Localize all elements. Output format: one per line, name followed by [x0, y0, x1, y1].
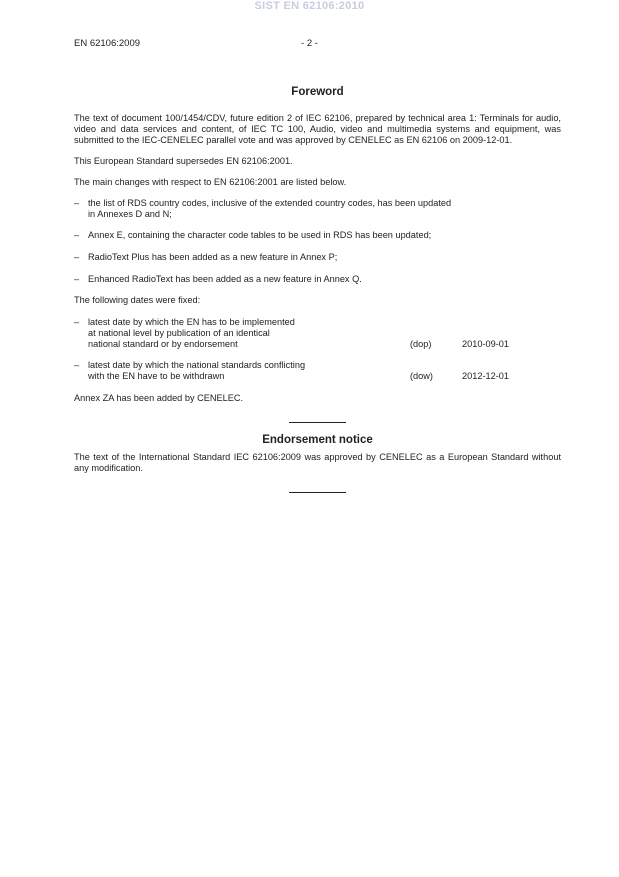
- date-value: 2012-12-01: [462, 371, 509, 381]
- change-item: [74, 274, 561, 285]
- annex-note: Annex ZA has been added by CENELEC.: [74, 393, 244, 403]
- foreword-title: Foreword: [291, 86, 344, 98]
- change-item: [74, 198, 561, 220]
- change-item-line: Annex E, containing the character code tables to be used in RDS has been updated;: [88, 230, 432, 240]
- date-item-dow: [74, 360, 561, 382]
- date-item-line: latest date by which the national standards conflicting: [88, 360, 306, 370]
- header-page-number: - 2 -: [301, 38, 318, 49]
- change-item-line: the list of RDS country codes, inclusive of the extended country codes, has been updated: [88, 198, 452, 208]
- date-item-line: latest date by which the EN has to be implemented: [88, 317, 295, 327]
- section-divider: [289, 492, 346, 493]
- dash-bullet: –: [74, 230, 80, 240]
- dash-bullet: –: [74, 198, 80, 208]
- change-item-line: in Annexes D and N;: [88, 209, 172, 219]
- date-item-dop: [74, 317, 561, 350]
- endorsement-title: Endorsement notice: [262, 434, 373, 446]
- dash-bullet: –: [74, 360, 80, 370]
- dates-intro: The following dates were fixed:: [74, 295, 201, 305]
- change-item-line: Enhanced RadioText has been added as a new feature in Annex Q.: [88, 274, 362, 284]
- watermark: SIST EN 62106:2010: [254, 0, 365, 12]
- dash-bullet: –: [74, 252, 80, 262]
- date-abbreviation: (dow): [410, 371, 433, 381]
- header-doc-id: EN 62106:2009: [74, 38, 141, 49]
- date-item-line: at national level by publication of an identical: [88, 328, 270, 338]
- section-divider: [289, 422, 346, 423]
- changes-intro: The main changes with respect to EN 62106:2001 are listed below.: [74, 177, 347, 187]
- date-item-line: national standard or by endorsement: [88, 339, 238, 349]
- change-item: [74, 252, 561, 263]
- dash-bullet: –: [74, 317, 80, 327]
- supersedes-paragraph: This European Standard supersedes EN 62106:2001.: [74, 156, 293, 166]
- date-item-line: with the EN have to be withdrawn: [88, 371, 225, 381]
- endorsement-paragraph: The text of the International Standard IEC 62106:2009 was approved by CENELEC as a European Standard without any modification.: [74, 452, 561, 473]
- date-value: 2010-09-01: [462, 339, 509, 349]
- date-item-final-row: [88, 339, 561, 350]
- date-abbreviation: (dop): [410, 339, 432, 349]
- change-item: [74, 230, 561, 241]
- document-body: [74, 85, 561, 493]
- date-item-final-row: [88, 371, 561, 382]
- foreword-paragraph: The text of document 100/1454/CDV, future edition 2 of IEC 62106, prepared by technical area 1: Terminals for audio, video and data services and content, of IEC TC 100, Audio, video and multimedia systems and equipment, was submitted to the IEC-CENELEC parallel vote and was approved by CENELEC as EN 62106 on 2009-12-01.: [74, 113, 561, 145]
- dash-bullet: –: [74, 274, 80, 284]
- change-item-line: RadioText Plus has been added as a new feature in Annex P;: [88, 252, 338, 262]
